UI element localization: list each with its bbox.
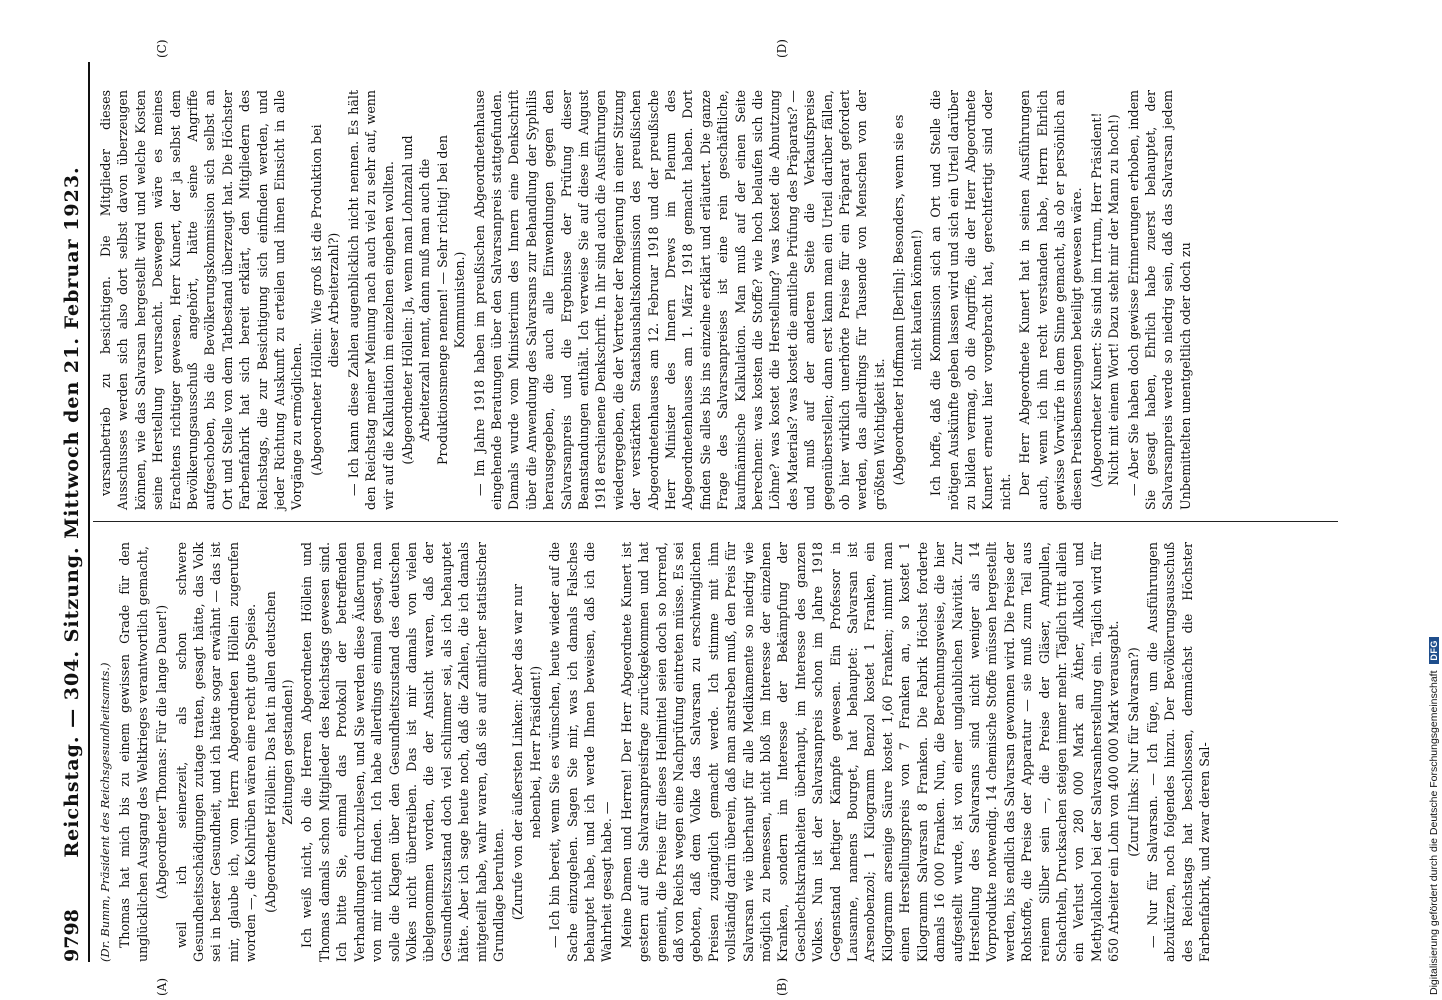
paragraph: Thomas hat mich bis zu einem gewissen Grade für den unglücklichen Ausgang des Weltkrieges verantwortlich gemacht, — [117, 542, 150, 962]
page-header — [55, 62, 89, 962]
margin-mark-b: (B) — [775, 977, 789, 996]
paragraph: — Nur für Salvarsan. — Ich füge, um die Ausführungen abzukürzen, noch folgendes hinzu. Der Bevölkerungsausschuß des Reichstags hat beschlossen, demnächst die Höchster Farbenfabrik, und zwar deren Sal- — [1144, 542, 1213, 962]
paragraph: — Im Jahre 1918 haben im preußischen Abgeordnetenhause eingehende Beratungen über den Salvarsanpreis stattgefunden. Damals wurde vom Ministerium des Innern eine Denkschrift über die Anwendung des Salvarsans zur Behandlung der Syphilis herausgegeben, die auch alle Einwendungen gegen den Salvarsanpreis und die Ergebnisse der Prüfung dieser Beanstandungen enthält. Ich verweise Sie auf diese im August 1918 erschienene Denkschrift. In ihr sind auch die Ausführungen wiedergegeben, die der Vertreter der Regierung in einer Sitzung der verstärkten Staatshaushaltskommission des preußischen Abgeordnetenhauses am 12. Februar 1918 und der preußische Herr Minister des Innern Drews im Plenum des Abgeordnetenhauses am 1. März 1918 gemacht haben. Dort finden Sie alles bis ins einzelne erklärt und erläutert. Die ganze Frage des Salvarsanpreises ist eine rein geschäftliche, kaufmännische Kalkulation. Man muß auf der einen Seite berechnen: was kosten die Stoffe? wie hoch belaufen sich die Löhne? was kostet die Herstellung? was kostet die Abnutzung des Materials? was kostet die amtliche Prüfung des Präparats? — und muß auf der anderen Seite die Verkaufspreise gegenüberstellen; dann erst kann man ein Urteil darüber fällen, ob hier wirklich unerhörte Preise für ein Präparat gefordert werden, das allerdings für Tausende von Menschen von der größten Wichtigkeit ist. — [471, 90, 887, 510]
paragraph: — Ich kann diese Zahlen augenblicklich nicht nennen. Es hält den Reichstag meiner Meinung nach auch viel zu sehr auf, wenn wir auf die Kalkulation im einzelnen eingehen wollten. — [345, 90, 396, 510]
interjection: (Abgeordneter Thomas: Für die lange Dauer!) — [154, 604, 170, 900]
interjection: (Abgeordneter Höllein: Das hat in allen deutschen Zeitungen gestanden!) — [262, 591, 296, 913]
speaker-credit: (Dr. Bumm, Präsident des Reichsgesundheitsamts.) — [98, 662, 112, 962]
paragraph: Meine Damen und Herren! Der Herr Abgeordnete Kunert ist gestern auf die Salvarsanpreisfrage zurückgekommen und hat gemeint, die Preise für dieses Heilmittel seien doch so horrend, daß von Reichs wegen eine Nachprüfung eintreten müsse. Es sei geboten, daß dem Volke das Salvarsan zu erschwinglichen Preisen zugänglich gemacht werde. Ich stimme mit ihm vollständig darin überein, daß man anstreben muß, den Preis für Salvarsan wie überhaupt für alle Medikamente so niedrig wie möglich zu bemessen, nicht bloß im Interesse der einzelnen Kranken, sondern im Interesse der Bekämpfung der Geschlechtskrankheiten überhaupt, im Interesse des ganzen Volkes. Nun ist der Salvarsanpreis schon im Jahre 1918 Gegenstand heftiger Kämpfe gewesen. Ein Professor in Lausanne, namens Bourget, hat behauptet: Salvarsan ist Arsenobenzol; 1 Kilogramm Benzol kostet 1 Franken, ein Kilogramm arsenige Säure kostet 1,60 Franken; nimmt man einen Herstellungspreis von 7 Franken an, so kostet 1 Kilogramm Salvarsan 8 Franken. Die Fabrik Höchst forderte damals 16 000 Franken. Nun, die Berechnungsweise, die hier aufgestellt wurde, ist von einer unglaublichen Naivität. Zur Herstellung des Salvarsans sind nicht weniger als 14 Vorprodukte notwendig. 14 chemische Stoffe müssen hergestellt werden, bis endlich das Salvarsan gewonnen wird. Die Preise der Rohstoffe, die Preise der Apparatur — sie muß zum Teil aus reinem Silber sein —, die Preise der Gläser, Ampullen, Schachteln, Drucksachen steigen immer mehr. Täglich tritt allein ein Verlust von 280 000 Mark an Äther, Alkohol und Methylalkohol bei der Salvarsanherstellung ein. Täglich wird für 650 Arbeiter ein Lohn von 400 000 Mark verausgabt. — [618, 542, 1122, 962]
paragraph: Ich hoffe, daß die Kommission sich an Ort und Stelle die nötigen Auskünfte geben lassen wird und sich ein Urteil darüber zu bilden vermag, ob die Angriffe, die der Herr Abgeordnete Kunert erneut hier vorgebracht hat, gerechtfertigt sind oder nicht. — [928, 90, 1013, 510]
margin-mark-c: (C) — [155, 39, 169, 58]
interjection: (Abgeordneter Höllein: Wie groß ist die Produktion bei dieser Arbeiterzahl?) — [308, 124, 342, 476]
dfg-logo: DFG — [1429, 637, 1439, 664]
interjection: (Abgeordneter Hoffmann [Berlin]: Besonders, wenn sie es nicht kaufen können!) — [891, 114, 924, 486]
paragraph: weil ich seinerzeit, als schon schwere Gesundheitsschädigungen zutage traten, gesagt hätte, das Volk sei in bester Gesundheit, und ich hätte sogar erwähnt — das ist mir, glaube ich, vom Herrn Abgeordneten Höllein zugerufen worden —, die Kohlrüben wären eine recht gute Speise. — [173, 542, 259, 962]
margin-mark-d: (D) — [775, 39, 789, 58]
interjection: (Zurufe von der äußersten Linken: Aber das war nur nebenbei, Herr Präsident!) — [510, 583, 543, 921]
footer-text: Digitalisierung gefördert durch die Deutsche Forschungsgemeinschaft — [1428, 670, 1440, 995]
right-column — [97, 90, 1332, 510]
digitization-footer — [1428, 5, 1442, 995]
margin-mark-a: (A) — [155, 977, 169, 996]
interjection: (Abgeordneter Kunert: Sie sind im Irrtum, Herr Präsident! Nicht mit einem Wort! Dazu steht mir der Mann zu hoch!) — [1088, 112, 1122, 488]
paragraph: — Aber Sie haben doch gewisse Erinnerungen erhoben, indem Sie gesagt haben, Ehrlich habe zuerst behauptet, der Salvarsanpreis werde so niedrig sein, daß das Salvarsan jedem Unbemittelten unentgeltlich oder doch zu — [1125, 90, 1193, 510]
left-column — [97, 542, 1332, 962]
paragraph: — Ich bin bereit, wenn Sie es wünschen, heute wieder auf die Sache einzugehen. Sagen Sie mir, was ich damals Falsches behauptet habe, und ich werde Ihnen beweisen, daß ich die Wahrheit gesagt habe. — — [547, 542, 615, 962]
page-number: 9798 — [61, 909, 83, 962]
rotated-page — [55, 39, 1345, 996]
header-rule — [88, 62, 90, 962]
interjection: (Abgeordneter Höllein: Ja, wenn man Lohnzahl und Arbeiterzahl nennt, dann muß man auch die Produktionsmenge nennen! — Sehr richtig! bei den Kommunisten.) — [399, 135, 468, 465]
running-head: Reichstag. — 304. Sitzung. Mittwoch den 21. Februar 1923. — [61, 166, 83, 858]
column-divider — [93, 521, 1338, 522]
interjection: (Zuruf links: Nur für Salvarsan?) — [1125, 647, 1141, 857]
paragraph: varsanbetrieb zu besichtigen. Die Mitglieder dieses Ausschusses werden sich also dort selbst davon überzeugen können, wie das Salvarsan hergestellt wird und welche Kosten seine Herstellung verursacht. Deswegen wäre es meines Erachtens richtiger gewesen, Herr Kunert, der ja selbst dem Bevölkerungsausschuß angehört, hätte seine Angriffe aufgeschoben, bis die Bevölkerungskommission sich selbst an Ort und Stelle von dem Tatbestand überzeugt hat. Die Höchster Farbenfabrik hat sich bereit erklärt, den Mitgliedern des Reichstags, die zur Besichtigung sich einfinden werden, und jeder Richtung Auskunft zu erteilen und ihnen Einsicht in alle Vorgänge zu ermöglichen. — [98, 90, 305, 510]
paragraph: Ich weiß nicht, ob die Herren Abgeordneten Höllein und Thomas damals schon Mitglieder des Reichstags gewesen sind. Ich bitte Sie, einmal das Protokoll der betreffenden Verhandlungen durchzulesen, und Sie werden diese Äußerungen von mir nicht finden. Ich habe allerdings einmal gesagt, man solle die Klagen über den Gesundheitszustand des deutschen Volkes nicht übertreiben. Das ist mir damals von vielen übelgenommen worden, die der Ansicht waren, daß der Gesundheitszustand doch viel schlimmer sei, als ich behauptet hätte. Aber ich sage heute noch, daß die Zahlen, die ich damals mitgeteilt habe, wahr waren, daß sie auf amtlicher statistischer Grundlage beruhten. — [299, 542, 506, 962]
paragraph: Der Herr Abgeordnete Kunert hat in seinen Ausführungen auch, wenn ich ihn recht verstanden habe, Herrn Ehrlich gewisse Vorwürfe in dem Sinne gemacht, als ob er persönlich an diesen Preisbemessungen beteiligt gewesen wäre. — [1017, 90, 1085, 510]
